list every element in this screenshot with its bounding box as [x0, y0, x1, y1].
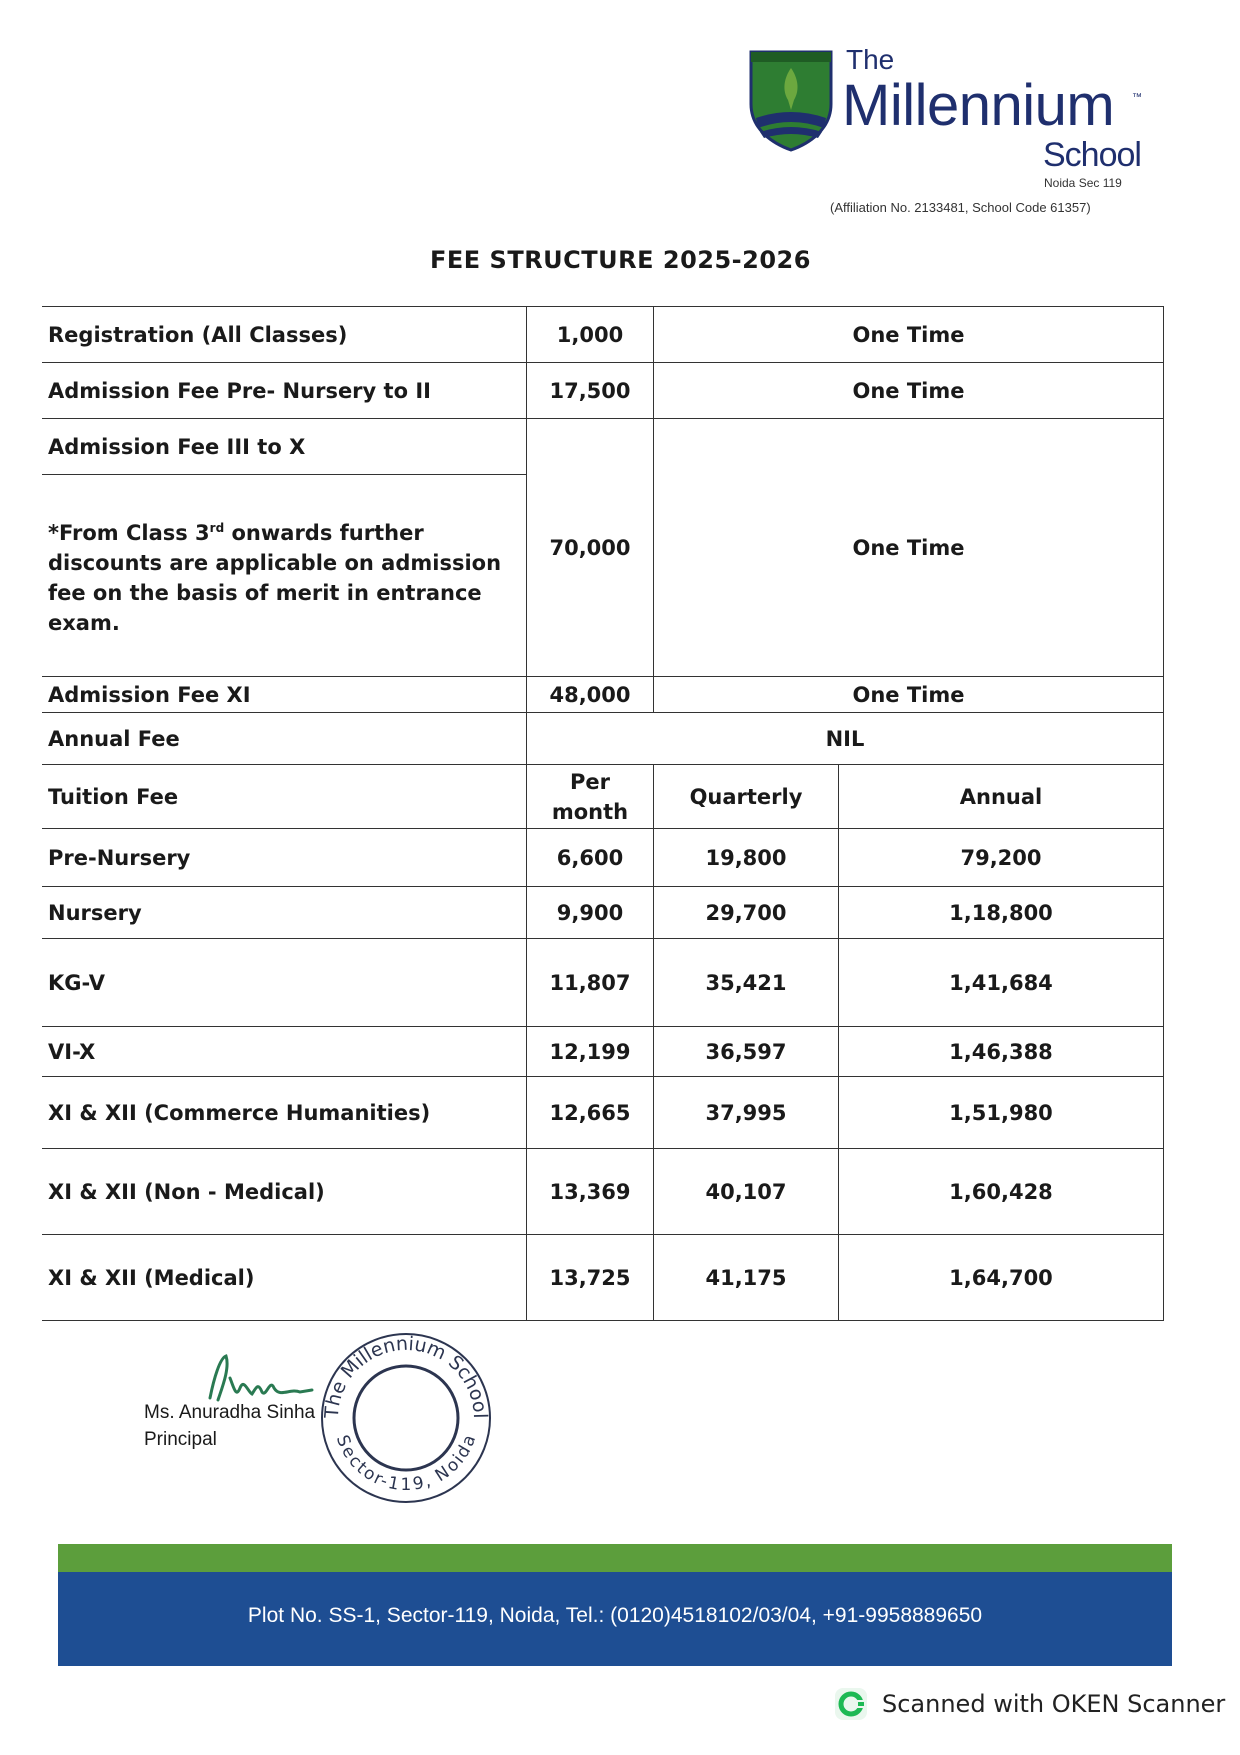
table-row	[42, 1027, 1164, 1077]
logo-millennium-text: Millennium	[842, 73, 1115, 138]
fee-amount: 70,000	[527, 419, 654, 677]
class-name: KG-V	[42, 939, 527, 1027]
oken-scanner-icon	[834, 1687, 868, 1721]
annual-value: 79,200	[839, 829, 1164, 887]
per-month-value: 13,725	[527, 1235, 654, 1321]
annual-header: Annual	[839, 765, 1164, 829]
quarterly-value: 29,700	[654, 887, 839, 939]
class-name: XI & XII (Non - Medical)	[42, 1149, 527, 1235]
signature-mark	[200, 1348, 320, 1408]
per-month-value: 6,600	[527, 829, 654, 887]
class-name: Pre-Nursery	[42, 829, 527, 887]
fee-amount: 1,000	[527, 307, 654, 363]
quarterly-value: 36,597	[654, 1027, 839, 1077]
per-month-value: 12,665	[527, 1077, 654, 1149]
per-month-value: 13,369	[527, 1149, 654, 1235]
scanner-text: Scanned with OKEN Scanner	[882, 1690, 1226, 1718]
table-row	[42, 887, 1164, 939]
class-name: Nursery	[42, 887, 527, 939]
quarterly-value: 40,107	[654, 1149, 839, 1235]
fee-label: Registration (All Classes)	[42, 307, 527, 363]
fee-label: Admission Fee III to X	[42, 419, 527, 475]
table-row	[42, 713, 1164, 765]
table-row	[42, 1149, 1164, 1235]
per-month-value: 12,199	[527, 1027, 654, 1077]
quarterly-value: 37,995	[654, 1077, 839, 1149]
school-stamp	[318, 1330, 494, 1506]
svg-text:Sector-119, Noida	[332, 1432, 480, 1495]
stamp-top-text: The Millennium School	[320, 1332, 492, 1420]
principal-role: Principal	[144, 1429, 217, 1450]
table-row	[42, 363, 1164, 419]
fee-amount: 48,000	[527, 677, 654, 713]
annual-value: 1,60,428	[839, 1149, 1164, 1235]
class-name: XI & XII (Commerce Humanities)	[42, 1077, 527, 1149]
affiliation-text: (Affiliation No. 2133481, School Code 61357)	[830, 200, 1091, 215]
quarterly-header: Quarterly	[654, 765, 839, 829]
annual-fee-value: NIL	[527, 713, 1164, 765]
per-month-header: Per month	[527, 765, 654, 829]
class-name: XI & XII (Medical)	[42, 1235, 527, 1321]
table-row	[42, 939, 1164, 1027]
quarterly-value: 35,421	[654, 939, 839, 1027]
table-row	[42, 1077, 1164, 1149]
fee-frequency: One Time	[654, 419, 1164, 677]
table-row	[42, 307, 1164, 363]
annual-value: 1,51,980	[839, 1077, 1164, 1149]
logo-school-text: School	[1043, 136, 1141, 174]
logo-the-text: The	[846, 44, 895, 75]
annual-value: 1,41,684	[839, 939, 1164, 1027]
document-title: FEE STRUCTURE 2025-2026	[430, 246, 811, 274]
quarterly-value: 19,800	[654, 829, 839, 887]
table-row	[42, 677, 1164, 713]
table-row	[42, 1235, 1164, 1321]
tuition-label: Tuition Fee	[42, 765, 527, 829]
scanner-watermark	[834, 1686, 1225, 1722]
annual-value: 1,64,700	[839, 1235, 1164, 1321]
quarterly-value: 41,175	[654, 1235, 839, 1321]
fee-amount: 17,500	[527, 363, 654, 419]
fee-frequency: One Time	[654, 363, 1164, 419]
class-name: VI-X	[42, 1027, 527, 1077]
per-month-value: 11,807	[527, 939, 654, 1027]
fee-label: Annual Fee	[42, 713, 527, 765]
school-crest-icon	[748, 46, 834, 152]
fee-label: Admission Fee Pre- Nursery to II	[42, 363, 527, 419]
table-row	[42, 419, 1164, 475]
fee-frequency: One Time	[654, 307, 1164, 363]
fee-label: Admission Fee XI	[42, 677, 527, 713]
logo-trademark: ™	[1132, 92, 1142, 103]
admission-discount-note: *From Class 3rd onwards further discounts are applicable on admission fee on the basis of merit in entrance exam.	[42, 475, 527, 677]
annual-value: 1,18,800	[839, 887, 1164, 939]
fee-structure-table	[42, 306, 1164, 1321]
logo-location: Noida Sec 119	[1044, 176, 1122, 190]
annual-value: 1,46,388	[839, 1027, 1164, 1077]
school-logo	[748, 44, 1148, 226]
fee-frequency: One Time	[654, 677, 1164, 713]
stamp-bottom-text: Sector-119, Noida	[331, 1432, 481, 1496]
principal-name: Ms. Anuradha Sinha	[144, 1402, 316, 1423]
per-month-value: 9,900	[527, 887, 654, 939]
footer-address: Plot No. SS-1, Sector-119, Noida, Tel.: (0120)4518102/03/04, +91-9958889650	[247, 1604, 983, 1627]
svg-text:The Millennium School	[321, 1333, 491, 1420]
footer-green-band	[58, 1544, 1172, 1572]
tuition-header-row	[42, 765, 1164, 829]
table-row	[42, 829, 1164, 887]
